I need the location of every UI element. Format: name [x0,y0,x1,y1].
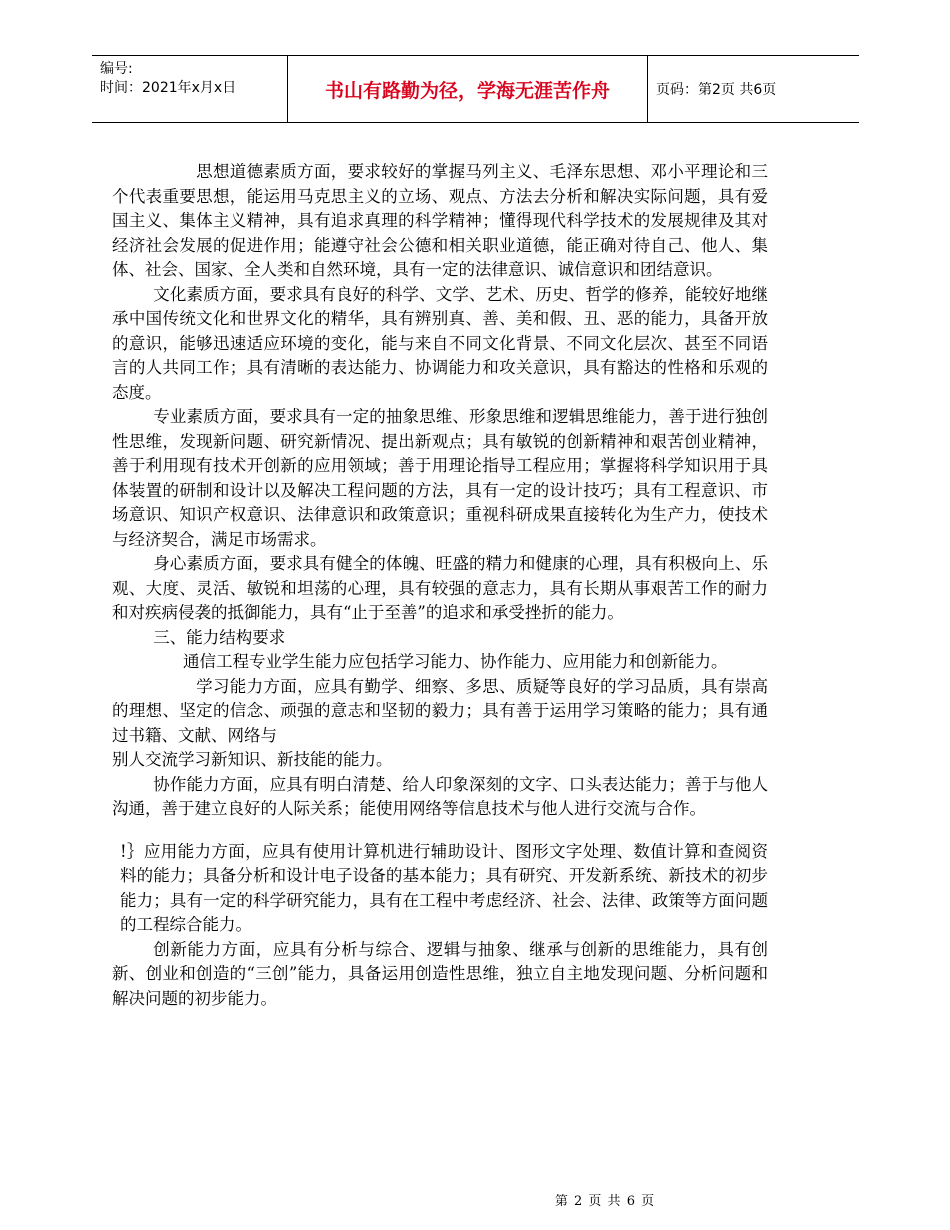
paragraph-physical-mental-quality: 身心素质方面，要求具有健全的体魄、旺盛的精力和健康的心理，具有积极向上、乐观、大度、灵活、敏锐和坦荡的心理，具有较强的意志力，具有长期从事艰苦工作的耐力和对疾病侵袭的抵御能力，具有“止于至善”的追求和承受挫折的能力。 [112,554,768,622]
paragraph-professional-quality: 专业素质方面，要求具有一定的抽象思维、形象思维和逻辑思维能力，善于进行独创性思维，发现新问题、研究新情况、提出新观点；具有敏锐的创新精神和艰苦创业精神，善于利用现有技术开创新的应用领域；善于用理论指导工程应用；掌握将科学知识用于具体装置的研制和设计以及解决工程问题的方法，具有一定的设计技巧；具有工程意识、市场意识、知识产权意识、法律意识和政策意识；重视科研成果直接转化为生产力，使技术与经济契合，满足市场需求。 [112,407,768,549]
page-header [92,55,859,123]
footer-page-number: 第 2 页 共 6 页 [554,1194,656,1209]
serial-label: 编号: [100,61,133,77]
paragraph-innovation-ability: 创新能力方面，应具有分析与综合、逻辑与抽象、继承与创新的思维能力，具有创新、创业和创造的“三创”能力，具备运用创造性思维，独立自主地发现问题、分析问题和解决问题的初步能力。 [112,939,768,1008]
document-body [112,160,768,1011]
header-motto: 书山有路勤为径，学海无涯苦作舟 [324,79,610,102]
header-page-info: 页码：第2页 共6页 [656,82,777,98]
paragraph-cultural-quality: 文化素质方面，要求具有良好的科学、文学、艺术、历史、哲学的修养，能较好地继承中国传统文化和世界文化的精华，具有辨别真、善、美和假、丑、恶的能力，具备开放的意识，能够迅速适应环境的变化，能与来自不同文化背景、不同文化层次、甚至不同语言的人共同工作；具有清晰的表达能力、协调能力和攻关意识，具有豁达的性格和乐观的态度。 [112,284,768,402]
paragraph-moral-quality: 思想道德素质方面，要求较好的掌握马列主义、毛泽东思想、邓小平理论和三个代表重要思想，能运用马克思主义的立场、观点、方法去分析和解决实际问题，具有爱国主义、集体主义精神，具有追求真理的科学精神；懂得现代科学技术的发展规律及其对经济社会发展的促进作用；能遵守社会公德和相关职业道德，能正确对待自己、他人、集体、社会、国家、全人类和自然环境，具有一定的法律意识、诚信意识和团结意识。 [112,162,768,279]
paragraph-collaboration-ability: 协作能力方面，应具有明白清楚、给人印象深刻的文字、口头表达能力；善于与他人沟通，善于建立良好的人际关系；能使用网络等信息技术与他人进行交流与合作。 [112,774,768,818]
header-meta [100,60,236,98]
paragraph-learning-ability: 学习能力方面，应具有勤学、细察、多思、质疑等良好的学习品质，具有崇高的理想、坚定的信念、顽强的意志和坚韧的毅力；具有善于运用学习策略的能力；具有通过书籍、文献、网络与 [112,676,768,745]
section-heading: 三、能力结构要求 [153,627,286,647]
paragraph-ability-overview: 通信工程专业学生能力应包括学习能力、协作能力、应用能力和创新能力。 [182,652,728,671]
header-divider [647,56,648,122]
paragraph-learning-ability-cont: 别人交流学习新知识、新技能的能力。 [112,750,393,769]
page-footer [0,1190,950,1209]
time-label: 时间：2021年x月x日 [100,80,237,96]
paragraph-application-ability: !｝应用能力方面，应具有使用计算机进行辅助设计、图形文字处理、数值计算和查阅资料的能力；具备分析和设计电子设备的基本能力；具有研究、开发新系统、新技术的初步能力；具有一定的科学研究能力，具有在工程中考虑经济、社会、法律、政策等方面问题的工程综合能力。 [120,841,768,934]
paragraph-gap [112,822,768,840]
